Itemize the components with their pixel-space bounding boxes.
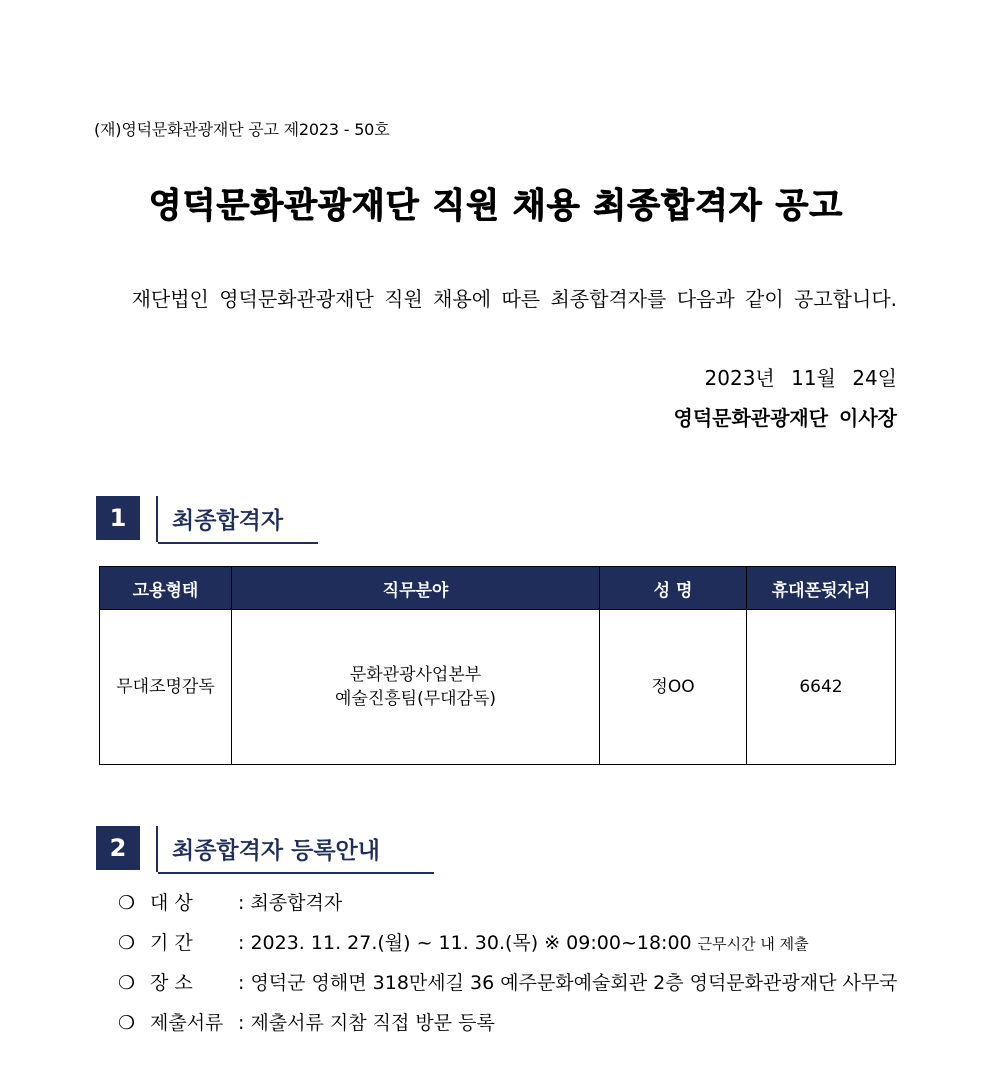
notice-date: 2023년 11월 24일 <box>704 366 897 390</box>
cell-phone-last: 6642 <box>747 610 896 765</box>
section1-title: 최종합격자 <box>172 508 284 534</box>
section2-title: 최종합격자 등록안내 <box>172 838 380 864</box>
bullet-icon: ❍ <box>118 892 136 914</box>
guide-value: 영덕군 영해면 318만세길 36 예주문화예술회관 2층 영덕문화관광재단 사무국 <box>250 972 898 994</box>
job-field-line2: 예술진흥팀(무대감독) <box>334 689 497 709</box>
intro-text: 재단법인 영덕문화관광재단 직원 채용에 따른 최종합격자를 다음과 같이 공고합니다. <box>131 287 897 311</box>
guide-value: 제출서류 지참 직접 방문 등록 <box>250 1012 495 1034</box>
guide-item-documents: ❍ 제출서류 : 제출서류 지참 직접 방문 등록 <box>118 1008 495 1035</box>
guide-item-place: ❍ 장 소 : 영덕군 영해면 318만세길 36 예주문화예술회관 2층 영덕문화관광재단 사무국 <box>118 968 898 995</box>
guide-label: 장 소 <box>150 972 193 994</box>
section1-header <box>96 496 318 544</box>
issuer: 영덕문화관광재단 이사장 <box>673 406 897 430</box>
guide-item-target: ❍ 대 상 : 최종합격자 <box>118 888 342 915</box>
section2-header <box>96 826 436 874</box>
bullet-icon: ❍ <box>118 972 136 994</box>
cell-job-field <box>232 610 600 765</box>
cell-name: 정OO <box>600 610 747 765</box>
job-field-line1: 문화관광사업본부 <box>349 665 482 685</box>
guide-label: 기 간 <box>150 932 193 954</box>
section2-divider <box>156 826 158 872</box>
guide-label: 대 상 <box>150 892 193 914</box>
guide-label: 제출서류 <box>150 1012 224 1034</box>
table-row <box>100 610 896 765</box>
bullet-icon: ❍ <box>118 932 136 954</box>
header-name: 성 명 <box>600 567 747 610</box>
section1-underline <box>158 542 318 544</box>
notice-number: (재)영덕문화관광재단 공고 제2023 - 50호 <box>94 120 390 139</box>
table-header-row <box>100 567 896 610</box>
guide-item-period: ❍ 기 간 : 2023. 11. 27.(월) ~ 11. 30.(목) ※ 09:00~18:00 근무시간 내 제출 <box>118 928 809 955</box>
section1-number: 1 <box>96 496 140 540</box>
header-employment-type: 고용형태 <box>100 567 232 610</box>
result-table <box>99 566 896 765</box>
section1-divider <box>156 496 158 542</box>
guide-value: 2023. 11. 27.(월) ~ 11. 30.(목) ※ 09:00~18:00 <box>250 932 692 954</box>
document-title: 영덕문화관광재단 직원 채용 최종합격자 공고 <box>148 186 844 226</box>
guide-note: 근무시간 내 제출 <box>697 935 809 953</box>
header-phone-last: 휴대폰뒷자리 <box>747 567 896 610</box>
header-job-field: 직무분야 <box>232 567 600 610</box>
bullet-icon: ❍ <box>118 1012 136 1034</box>
section2-underline <box>158 872 434 874</box>
guide-value: 최종합격자 <box>250 892 343 914</box>
cell-employment-type: 무대조명감독 <box>100 610 232 765</box>
section2-number: 2 <box>96 826 140 870</box>
